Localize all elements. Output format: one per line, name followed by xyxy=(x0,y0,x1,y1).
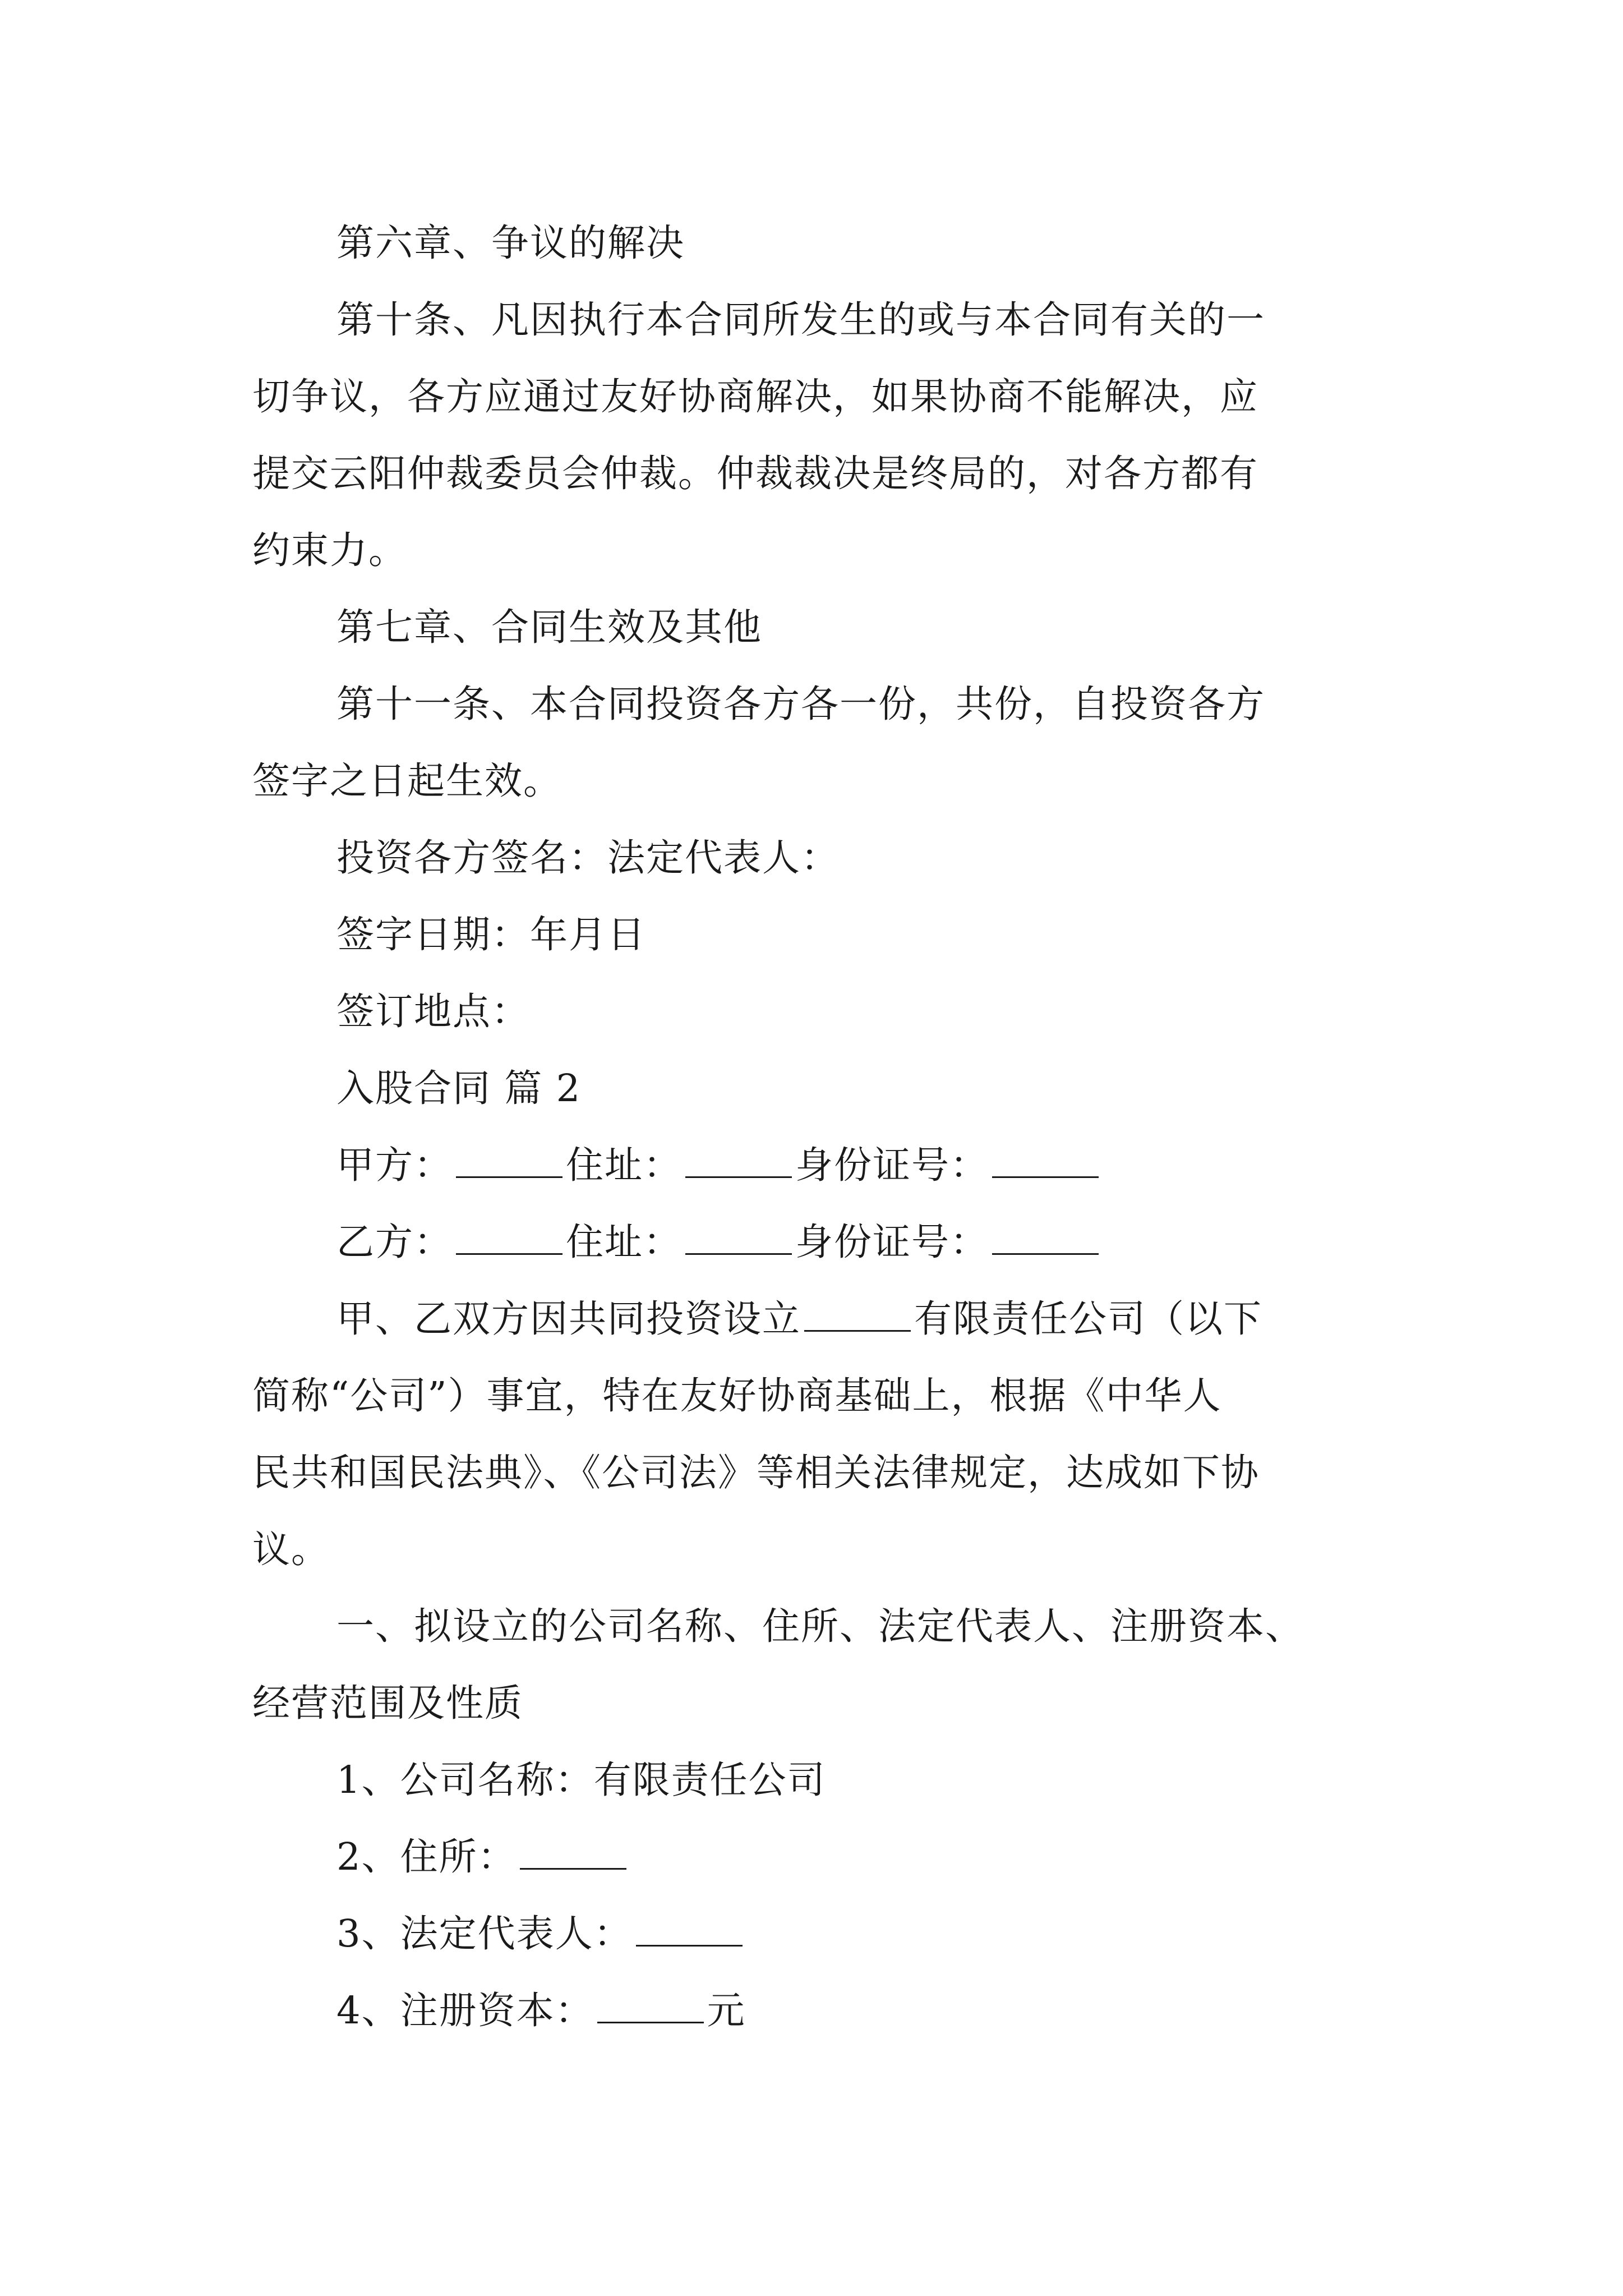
item-domicile-label: 2、住所： xyxy=(336,1835,517,1879)
section-1-heading-line-1: 一、拟设立的公司名称、住所、法定代表人、注册资本、 xyxy=(336,1604,1304,1648)
party-b-address-blank xyxy=(685,1253,792,1255)
intro-line-4: 议。 xyxy=(252,1527,330,1571)
party-b-address-label: 住址： xyxy=(566,1220,682,1264)
article-11-line-1: 第十一条、本合同投资各方各一份，共份，自投资各方 xyxy=(336,682,1265,726)
legal-representative-blank xyxy=(636,1945,743,1947)
party-b-line xyxy=(252,1204,1380,1281)
intro-line-1 xyxy=(252,1281,1380,1358)
article-10-line-2: 切争议，各方应通过友好协商解决，如果协商不能解决，应 xyxy=(252,375,1258,418)
contract-2-title: 入股合同 篇 2 xyxy=(336,1066,582,1110)
party-a-label: 甲方： xyxy=(336,1143,453,1187)
party-a-address-label: 住址： xyxy=(566,1143,682,1187)
article-10-line-3: 提交云阳仲裁委员会仲裁。仲裁裁决是终局的，对各方都有 xyxy=(252,452,1258,495)
item-domicile xyxy=(252,1819,1380,1895)
party-b-name-blank xyxy=(456,1253,562,1255)
article-11-line-2: 签字之日起生效。 xyxy=(252,759,562,803)
article-10-line-4: 约束力。 xyxy=(252,528,407,572)
item-legal-representative xyxy=(252,1895,1380,1972)
signing-place-line: 签订地点： xyxy=(336,990,530,1033)
party-a-line xyxy=(252,1127,1380,1204)
article-10-line-1: 第十条、凡因执行本合同所发生的或与本合同有关的一 xyxy=(336,298,1265,342)
party-b-label: 乙方： xyxy=(336,1220,453,1264)
item-registered-capital-label: 4、注册资本： xyxy=(336,1989,594,2032)
chapter-6-heading: 第六章、争议的解决 xyxy=(336,221,685,265)
party-a-id-blank xyxy=(992,1176,1099,1178)
item-registered-capital xyxy=(252,1972,1380,2049)
intro-line-1-end: 有限责任公司（以下 xyxy=(914,1297,1262,1341)
signing-date-line: 签字日期：年月日 xyxy=(336,913,646,956)
signature-line: 投资各方签名：法定代表人： xyxy=(336,836,840,880)
party-b-id-blank xyxy=(992,1253,1099,1255)
document-body xyxy=(252,205,1380,2049)
registered-capital-unit: 元 xyxy=(707,1989,746,2032)
domicile-blank xyxy=(520,1868,626,1870)
intro-line-2: 简称“公司”）事宜，特在友好协商基础上，根据《中华人 xyxy=(252,1374,1222,1418)
chapter-7-heading: 第七章、合同生效及其他 xyxy=(336,605,762,649)
intro-line-1-start: 甲、乙双方因共同投资设立 xyxy=(336,1297,801,1341)
party-b-id-label: 身份证号： xyxy=(795,1220,989,1264)
party-a-name-blank xyxy=(456,1176,562,1178)
party-a-id-label: 身份证号： xyxy=(795,1143,989,1187)
intro-line-3: 民共和国民法典》、《公司法》等相关法律规定，达成如下协 xyxy=(252,1451,1260,1494)
item-company-name: 1、公司名称：有限责任公司 xyxy=(336,1758,826,1802)
registered-capital-blank xyxy=(597,2022,704,2023)
party-a-address-blank xyxy=(685,1176,792,1178)
company-name-blank xyxy=(804,1330,911,1332)
item-legal-representative-label: 3、法定代表人： xyxy=(336,1912,633,1955)
section-1-heading-line-2: 经营范围及性质 xyxy=(252,1681,523,1725)
